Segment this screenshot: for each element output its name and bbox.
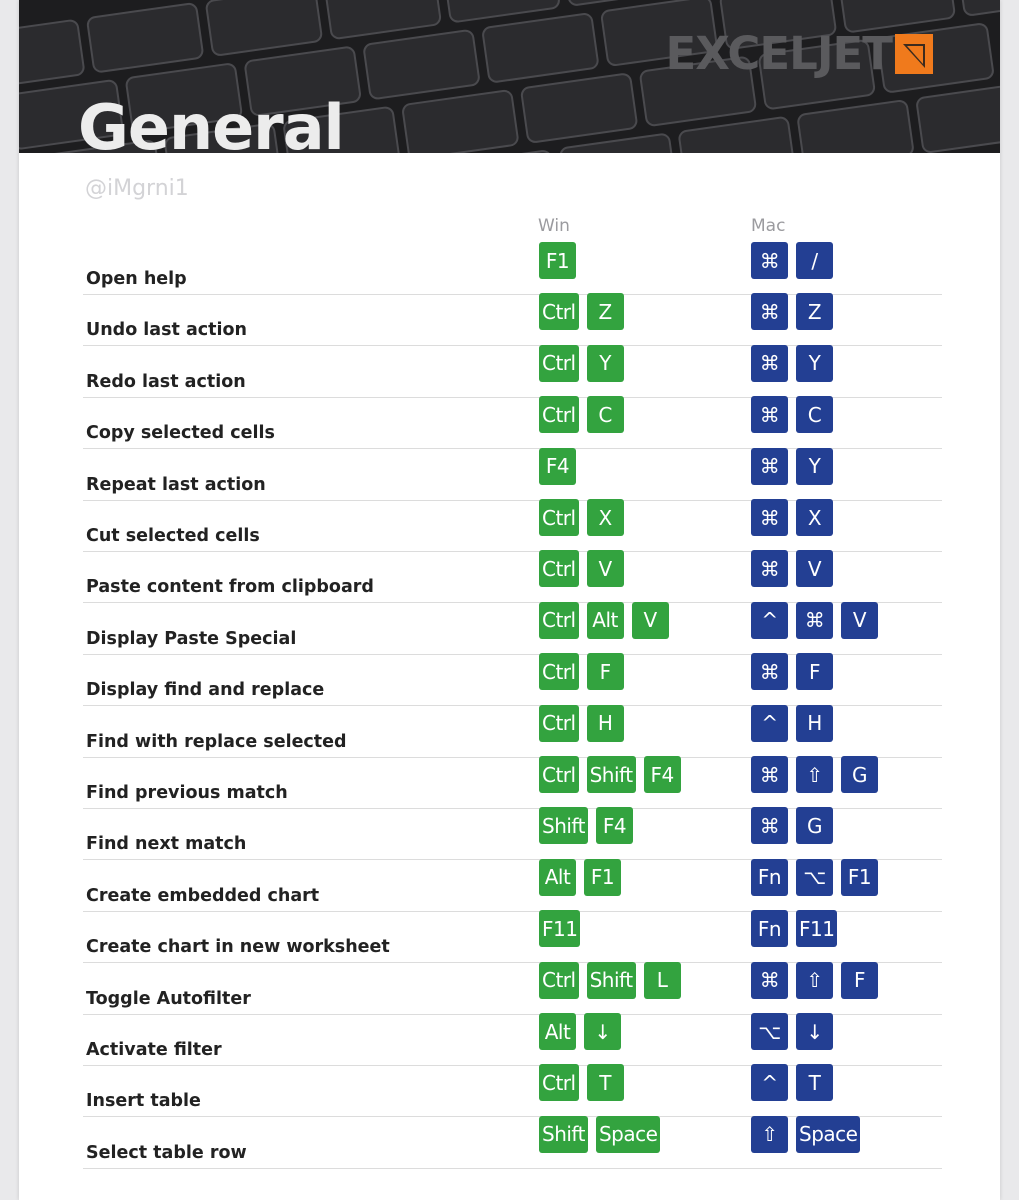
mac-keys — [751, 910, 837, 948]
win-keys — [539, 602, 669, 640]
shortcut-action-label: Toggle Autofilter — [86, 988, 251, 1009]
shortcut-action-label: Find next match — [86, 834, 247, 855]
win-key: F1 — [539, 242, 576, 279]
shortcut-row — [83, 345, 942, 398]
mac-key: Y — [796, 448, 833, 485]
mac-key: ^ — [751, 602, 788, 639]
win-key: X — [587, 499, 624, 536]
page-title: General — [78, 91, 344, 164]
win-key: Z — [587, 293, 624, 330]
win-key: V — [587, 550, 624, 587]
mac-key: Z — [796, 293, 833, 330]
win-key: Shift — [587, 756, 636, 793]
win-keys — [539, 499, 624, 537]
win-key: Ctrl — [539, 499, 579, 536]
shortcut-action-label: Create embedded chart — [86, 885, 320, 906]
win-key: Ctrl — [539, 293, 579, 330]
win-keys — [539, 550, 624, 588]
brand-name: EXCELJET — [665, 27, 892, 80]
win-keys — [539, 705, 624, 743]
mac-key: ⌘ — [751, 756, 788, 793]
win-key: Ctrl — [539, 602, 579, 639]
mac-key: ^ — [751, 705, 788, 742]
mac-keys — [751, 550, 833, 588]
shortcut-row — [83, 653, 942, 706]
shortcut-action-label: Find previous match — [86, 783, 288, 803]
win-key: F — [587, 653, 624, 690]
shortcut-action-label: Create chart in new worksheet — [86, 937, 390, 958]
win-keys — [539, 1064, 624, 1102]
mac-keys — [751, 807, 833, 845]
mac-key: X — [796, 499, 833, 536]
win-keys — [539, 859, 621, 897]
mac-keys — [751, 859, 878, 897]
win-keys — [539, 345, 624, 383]
shortcut-row — [83, 859, 942, 912]
win-key: T — [587, 1064, 624, 1101]
mac-key: V — [841, 602, 878, 639]
mac-keys — [751, 396, 833, 434]
mac-key: ⇧ — [751, 1116, 788, 1153]
shortcut-row — [83, 962, 942, 1015]
mac-key: ⌘ — [751, 653, 788, 690]
mac-keys — [751, 293, 833, 331]
mac-key: ⌥ — [751, 1013, 788, 1050]
win-key: F4 — [644, 756, 681, 793]
win-key: F4 — [596, 807, 633, 844]
win-key: Alt — [587, 602, 624, 639]
shortcut-action-label: Insert table — [86, 1091, 201, 1112]
win-keys — [539, 653, 624, 691]
cheat-sheet-page — [19, 0, 1000, 1200]
mac-key: T — [796, 1064, 833, 1101]
mac-key: H — [796, 705, 833, 742]
shortcut-row — [83, 807, 942, 860]
shortcut-action-label: Redo last action — [86, 371, 246, 392]
shortcut-row — [83, 1064, 942, 1117]
mac-keys — [751, 653, 833, 691]
mac-keys — [751, 602, 878, 640]
win-column-header: Win — [538, 216, 570, 236]
shortcut-action-label: Select table row — [86, 1142, 247, 1163]
mac-keys — [751, 1013, 833, 1051]
win-keys — [539, 807, 633, 845]
win-key: C — [587, 396, 624, 433]
mac-key: F11 — [796, 910, 837, 947]
shortcut-row — [83, 1013, 942, 1066]
shortcut-row — [83, 910, 942, 963]
win-key: Ctrl — [539, 396, 579, 433]
author-handle: @iMgrni1 — [85, 176, 189, 201]
mac-key: Fn — [751, 910, 788, 947]
win-keys — [539, 756, 681, 794]
mac-key: ⌘ — [751, 499, 788, 536]
shortcut-action-label: Paste content from clipboard — [86, 577, 374, 598]
win-keys — [539, 1116, 660, 1154]
shortcut-row — [83, 1116, 942, 1169]
win-key: Ctrl — [539, 962, 579, 999]
mac-key: G — [841, 756, 878, 793]
shortcut-action-label: Cut selected cells — [86, 526, 260, 546]
mac-key: F1 — [841, 859, 878, 896]
mac-key: Fn — [751, 859, 788, 896]
mac-key: ^ — [751, 1064, 788, 1101]
win-keys — [539, 910, 580, 948]
mac-key: ↓ — [796, 1013, 833, 1050]
mac-key: / — [796, 242, 833, 279]
win-keys — [539, 962, 681, 1000]
mac-key: Space — [796, 1116, 860, 1153]
mac-key: ⇧ — [796, 756, 833, 793]
mac-keys — [751, 705, 833, 743]
shortcut-row — [83, 550, 942, 603]
exceljet-logo — [665, 27, 933, 80]
win-key: Alt — [539, 1013, 576, 1050]
mac-keys — [751, 962, 878, 1000]
shortcut-row — [83, 705, 942, 758]
win-key: F1 — [584, 859, 621, 896]
mac-key: ⌘ — [751, 962, 788, 999]
win-key: Y — [587, 345, 624, 382]
win-keys — [539, 1013, 621, 1051]
shortcut-row — [83, 242, 942, 295]
mac-key: ⌘ — [796, 602, 833, 639]
win-key: Alt — [539, 859, 576, 896]
win-key: ↓ — [584, 1013, 621, 1050]
mac-column-header: Mac — [751, 216, 786, 236]
win-key: Ctrl — [539, 756, 579, 793]
shortcut-action-label: Copy selected cells — [86, 423, 275, 444]
win-key: L — [644, 962, 681, 999]
win-key: F11 — [539, 910, 580, 947]
mac-keys — [751, 345, 833, 383]
shortcut-row — [83, 293, 942, 346]
win-key: Shift — [539, 1116, 588, 1153]
win-key: Shift — [587, 962, 636, 999]
mac-keys — [751, 448, 833, 486]
win-key: V — [632, 602, 669, 639]
shortcut-row — [83, 448, 942, 501]
mac-keys — [751, 499, 833, 537]
win-key: Ctrl — [539, 1064, 579, 1101]
mac-keys — [751, 756, 878, 794]
mac-key: ⌘ — [751, 396, 788, 433]
mac-key: C — [796, 396, 833, 433]
win-key: Ctrl — [539, 345, 579, 382]
mac-key: V — [796, 550, 833, 587]
shortcut-action-label: Activate filter — [86, 1040, 222, 1060]
shortcut-row — [83, 756, 942, 809]
mac-key: ⇧ — [796, 962, 833, 999]
win-key: Ctrl — [539, 653, 579, 690]
mac-key: ⌥ — [796, 859, 833, 896]
win-key: Shift — [539, 807, 588, 844]
shortcut-action-label: Display find and replace — [86, 680, 325, 701]
brand-mark-icon — [895, 34, 933, 74]
mac-key: Y — [796, 345, 833, 382]
shortcut-row — [83, 499, 942, 552]
win-key: H — [587, 705, 624, 742]
mac-keys — [751, 242, 833, 280]
mac-key: F — [796, 653, 833, 690]
shortcut-action-label: Find with replace selected — [86, 731, 347, 752]
shortcut-action-label: Display Paste Special — [86, 628, 297, 649]
mac-key: ⌘ — [751, 448, 788, 485]
mac-key: ⌘ — [751, 293, 788, 330]
mac-key: ⌘ — [751, 807, 788, 844]
win-key: Space — [596, 1116, 660, 1153]
mac-key: ⌘ — [751, 345, 788, 382]
mac-key: ⌘ — [751, 242, 788, 279]
shortcut-row — [83, 396, 942, 449]
win-key: Ctrl — [539, 550, 579, 587]
win-keys — [539, 396, 624, 434]
mac-keys — [751, 1064, 833, 1102]
win-keys — [539, 293, 624, 331]
win-keys — [539, 448, 576, 486]
shortcut-action-label: Undo last action — [86, 320, 248, 341]
win-key: F4 — [539, 448, 576, 485]
mac-keys — [751, 1116, 860, 1154]
mac-key: ⌘ — [751, 550, 788, 587]
win-keys — [539, 242, 576, 280]
win-key: Ctrl — [539, 705, 579, 742]
shortcut-row — [83, 602, 942, 655]
mac-key: F — [841, 962, 878, 999]
mac-key: G — [796, 807, 833, 844]
shortcut-action-label: Open help — [86, 269, 187, 289]
shortcut-action-label: Repeat last action — [86, 474, 266, 495]
